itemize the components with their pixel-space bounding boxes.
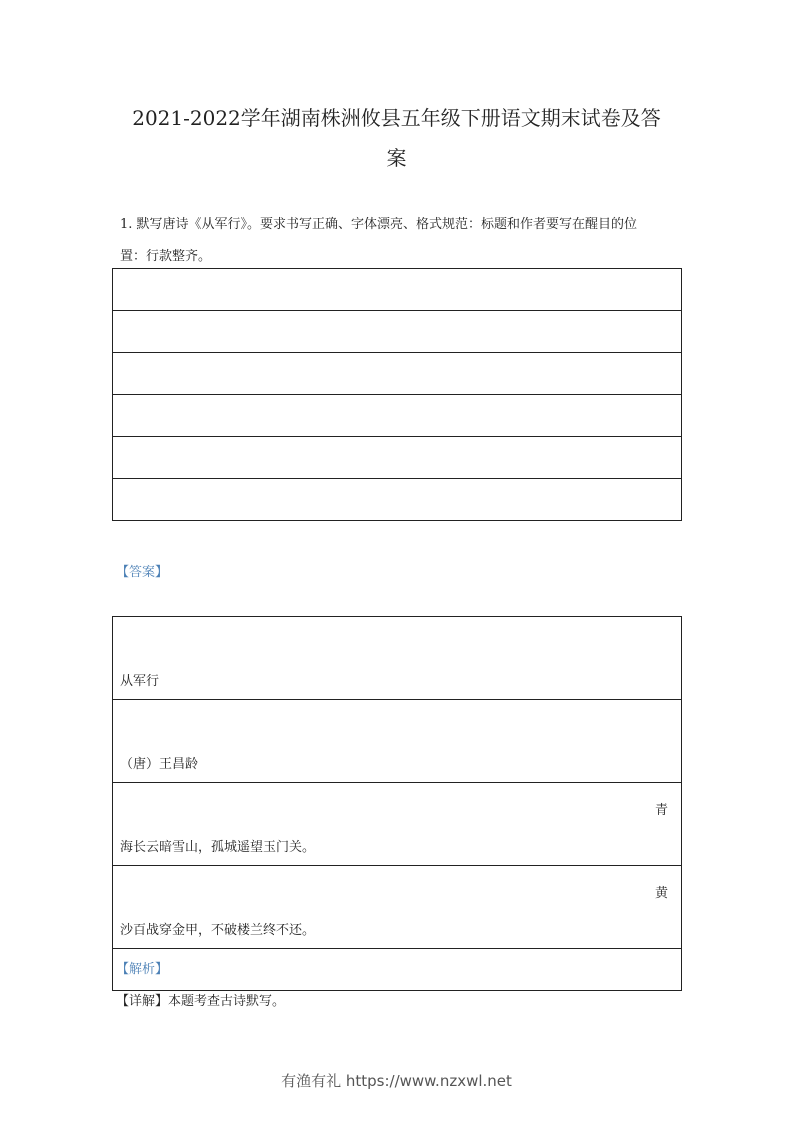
question-text-line1: 1. 默写唐诗《从军行》。要求书写正确、字体漂亮、格式规范：标题和作者要写在醒目的位 bbox=[120, 217, 638, 232]
answer-line: 沙百战穿金甲，不破楼兰终不还。 bbox=[120, 923, 316, 938]
answer-table bbox=[112, 616, 682, 991]
table-row bbox=[113, 783, 682, 866]
table-row bbox=[113, 395, 682, 437]
table-row bbox=[113, 866, 682, 949]
doc-title-line1: 2021-2022学年湖南株洲攸县五年级下册语文期末试卷及答 bbox=[132, 106, 661, 130]
answer-label: 【答案】 bbox=[116, 565, 169, 580]
table-row bbox=[113, 479, 682, 521]
answer-line: 从军行 bbox=[120, 674, 160, 689]
analysis-label: 【解析】 bbox=[116, 962, 169, 977]
question-text-line2: 置：行款整齐。 bbox=[120, 249, 212, 264]
answer-line-right-char: 青 bbox=[654, 803, 668, 818]
doc-title-line2: 案 bbox=[386, 146, 407, 170]
footer-watermark: 有渔有礼 https://www.nzxwl.net bbox=[281, 1072, 512, 1090]
answer-line: （唐）王昌龄 bbox=[120, 757, 199, 772]
table-row bbox=[113, 617, 682, 700]
table-row bbox=[113, 700, 682, 783]
answer-line-right-char: 黄 bbox=[654, 886, 668, 901]
table-row bbox=[113, 269, 682, 311]
table-row bbox=[113, 311, 682, 353]
table-row bbox=[113, 949, 682, 991]
table-row bbox=[113, 437, 682, 479]
answer-line: 海长云暗雪山，孤城遥望玉门关。 bbox=[120, 840, 316, 855]
blank-writing-table bbox=[112, 268, 682, 521]
table-row bbox=[113, 353, 682, 395]
detail-text: 【详解】本题考查古诗默写。 bbox=[116, 994, 286, 1009]
